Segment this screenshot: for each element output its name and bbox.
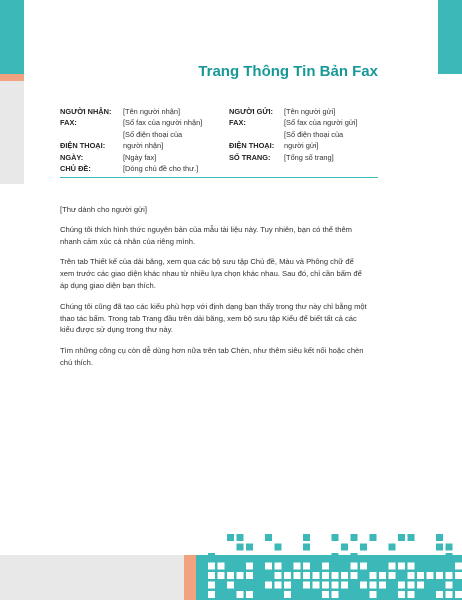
pixel-square — [446, 582, 453, 589]
pixel-square — [408, 591, 415, 598]
page-title: Trang Thông Tin Bản Fax — [198, 63, 378, 80]
field-value[interactable]: người gửi] — [284, 141, 319, 151]
pixel-square — [275, 572, 282, 579]
pixel-square — [227, 534, 234, 541]
pixel-square — [370, 582, 377, 589]
field-value[interactable]: người nhận] — [123, 141, 164, 151]
pixel-square — [379, 582, 386, 589]
pixel-square — [332, 534, 339, 541]
pixel-square — [322, 572, 329, 579]
pixel-square — [275, 563, 282, 570]
footer-gray-bar — [0, 555, 190, 600]
pixel-square — [303, 534, 310, 541]
pixel-square — [265, 534, 272, 541]
greeting[interactable]: [Thư dành cho người gửi] — [60, 205, 147, 214]
pixel-square — [389, 563, 396, 570]
pixel-square — [208, 591, 215, 598]
pixel-square — [408, 534, 415, 541]
field-label: FAX: — [60, 118, 77, 128]
pixel-square — [265, 582, 272, 589]
pixel-square — [284, 582, 291, 589]
pixel-square — [303, 582, 310, 589]
pixel-square — [436, 572, 443, 579]
pixel-square — [284, 591, 291, 598]
pixel-square — [398, 582, 405, 589]
recipient-row — [60, 106, 223, 117]
pixel-square — [313, 572, 320, 579]
body-paragraph[interactable]: Tìm những công cụ còn dễ dùng hơn nữa trên tab Chèn, như thêm siêu kết nối hoặc chèn chú thích. — [60, 346, 364, 367]
pixel-square — [370, 572, 377, 579]
pixel-square — [218, 572, 225, 579]
pixel-square — [360, 582, 367, 589]
pixel-square — [294, 572, 301, 579]
sender-row — [229, 140, 384, 151]
pixel-square — [208, 582, 215, 589]
pixel-square — [351, 553, 358, 560]
pixel-square — [427, 572, 434, 579]
pixel-square — [237, 591, 244, 598]
pixel-square — [398, 563, 405, 570]
pixel-square — [246, 572, 253, 579]
pixel-square — [332, 591, 339, 598]
pixel-square — [446, 572, 453, 579]
pixel-square — [408, 582, 415, 589]
pixel-square — [303, 572, 310, 579]
left-gray-bar — [0, 81, 24, 184]
field-value[interactable]: [Tên người nhận] — [123, 107, 181, 116]
pixel-square — [246, 591, 253, 598]
field-label: NGƯỜI NHẬN: — [60, 107, 112, 116]
pixel-square — [208, 563, 215, 570]
field-label: NGÀY: — [60, 152, 84, 162]
pixel-square — [389, 544, 396, 551]
field-label — [60, 129, 123, 140]
pixel-square — [379, 572, 386, 579]
field-value[interactable]: [Số fax của người nhận] — [123, 118, 203, 128]
pixel-square — [360, 544, 367, 551]
recipient-row — [60, 129, 223, 140]
pixel-square — [237, 534, 244, 541]
sender-row — [229, 117, 384, 128]
pixel-square — [237, 572, 244, 579]
message-body[interactable] — [60, 204, 370, 378]
field-value[interactable]: [Tổng số trang] — [284, 152, 334, 162]
pixel-square — [341, 582, 348, 589]
field-value[interactable]: [Dòng chủ đề cho thư.] — [123, 164, 199, 174]
recipient-info — [60, 106, 223, 174]
field-value[interactable]: [Ngày fax] — [123, 152, 157, 162]
field-value[interactable]: [Số điện thoại của — [123, 129, 183, 139]
pixel-square — [294, 563, 301, 570]
sender-info — [229, 106, 384, 163]
pixel-square — [455, 563, 462, 570]
pixel-square — [455, 591, 462, 598]
body-paragraph[interactable]: Chúng tôi thích hình thức nguyên bản của mẫu tài liệu này. Tuy nhiên, bạn có thể thêm nhanh cảm xúc cá nhân của riêng mình. — [60, 224, 353, 246]
pixel-square — [275, 582, 282, 589]
pixel-square — [237, 544, 244, 551]
pixel-square — [303, 563, 310, 570]
pixel-square — [313, 582, 320, 589]
pixel-square — [417, 582, 424, 589]
field-label: ĐIỆN THOẠI: — [60, 141, 106, 151]
field-value[interactable]: [Số điện thoại của — [284, 129, 344, 139]
header-divider — [60, 177, 378, 178]
sender-row — [229, 152, 384, 163]
pixel-square — [351, 563, 358, 570]
recipient-row — [60, 152, 223, 163]
pixel-square — [436, 534, 443, 541]
pixel-square — [351, 534, 358, 541]
recipient-row — [60, 117, 223, 128]
pixel-square — [341, 572, 348, 579]
recipient-row — [60, 140, 223, 151]
pixel-square — [408, 572, 415, 579]
sender-row — [229, 106, 384, 117]
left-orange-stripe — [0, 74, 24, 81]
field-label: CHỦ ĐỀ: — [60, 164, 91, 174]
pixel-square — [208, 572, 215, 579]
pixel-square — [332, 572, 339, 579]
pixel-pattern-decoration — [184, 534, 462, 600]
field-value[interactable]: [Tên người gửi] — [284, 107, 336, 116]
pixel-square — [246, 563, 253, 570]
pixel-square — [246, 544, 253, 551]
pixel-square — [446, 553, 453, 560]
pixel-square — [417, 572, 424, 579]
pixel-square — [446, 544, 453, 551]
pixel-square — [218, 563, 225, 570]
field-label — [229, 129, 284, 140]
pixel-square — [455, 572, 462, 579]
right-accent-bar — [438, 0, 462, 74]
pixel-square — [389, 572, 396, 579]
pixel-square — [370, 534, 377, 541]
pixel-square — [322, 582, 329, 589]
pixel-square — [351, 572, 358, 579]
field-label: FAX: — [229, 118, 246, 128]
pixel-square — [446, 591, 453, 598]
field-label: ĐIỆN THOẠI: — [229, 141, 275, 151]
pixel-square — [208, 553, 215, 560]
pixel-square — [408, 563, 415, 570]
field-label: NGƯỜI GỬI: — [229, 107, 274, 116]
pixel-square — [370, 591, 377, 598]
pixel-square — [275, 544, 282, 551]
pixel-square — [436, 591, 443, 598]
pixel-square — [303, 544, 310, 551]
pixel-square — [332, 553, 339, 560]
pixel-square — [227, 582, 234, 589]
pixel-square — [227, 572, 234, 579]
pixel-square — [322, 591, 329, 598]
pixel-square — [332, 582, 339, 589]
pixel-square — [398, 534, 405, 541]
body-paragraph[interactable]: Trên tab Thiết kế của dải băng, xem qua các bộ sưu tập Chủ đề, Màu và Phông chữ để xem trước các giao diện khác nhau từ nhiều lựa chọn khác nhau. Sau đó, chỉ cần bấm để áp dụng giao diện bạn thích. — [60, 257, 362, 290]
field-label: SỐ TRANG: — [229, 152, 271, 162]
pixel-square — [284, 572, 291, 579]
pixel-square — [341, 544, 348, 551]
sender-row — [229, 129, 384, 140]
field-value[interactable]: [Số fax của người gửi] — [284, 118, 358, 128]
pixel-square — [322, 563, 329, 570]
pixel-square — [436, 544, 443, 551]
pixel-square — [398, 591, 405, 598]
left-accent-bar — [0, 0, 24, 74]
pixel-square — [265, 563, 272, 570]
body-paragraph[interactable]: Chúng tôi cũng đã tạo các kiểu phù hợp với định dạng bạn thấy trong thư này chỉ bằng một thao tác bấm. Trong tab Trang đầu trên dải băng, xem bộ sưu tập Kiểu để biết tất cả các kiểu được sử dụng trong thư này. — [60, 301, 367, 335]
recipient-row — [60, 163, 223, 174]
pixel-square — [360, 563, 367, 570]
